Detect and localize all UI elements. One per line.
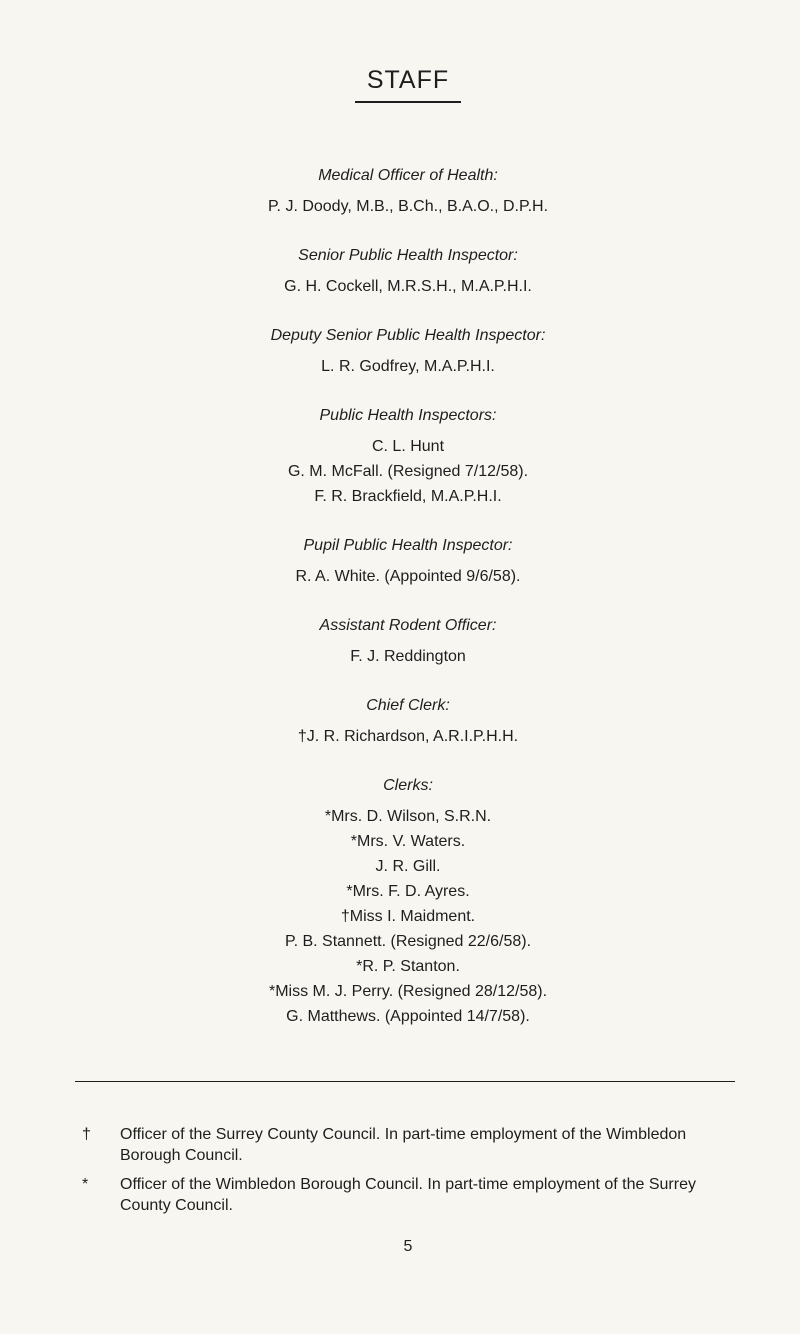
staff-name: G. Matthews. (Appointed 14/7/58). bbox=[286, 1008, 530, 1025]
role-title: Chief Clerk: bbox=[366, 697, 450, 714]
staff-name: *Mrs. D. Wilson, S.R.N. bbox=[324, 808, 492, 825]
role-title: Senior Public Health Inspector: bbox=[298, 247, 518, 264]
staff-name: †J. R. Richardson, A.R.I.P.H.H. bbox=[297, 728, 519, 745]
staff-name: G. H. Cockell, M.R.S.H., M.A.P.H.I. bbox=[284, 278, 532, 295]
staff-name: *Mrs. F. D. Ayres. bbox=[346, 883, 470, 900]
staff-section bbox=[0, 533, 800, 589]
heading-underline bbox=[355, 101, 461, 103]
staff-name: F. J. Reddington bbox=[350, 648, 466, 665]
footnote-text: Officer of the Surrey County Council. In part-time employment of the Wimbledon Borough Council. bbox=[120, 1126, 687, 1164]
footnotes bbox=[82, 1124, 742, 1224]
staff-name: †Miss I. Maidment. bbox=[340, 908, 476, 925]
staff-section bbox=[0, 163, 800, 219]
staff-section bbox=[0, 323, 800, 379]
staff-list bbox=[0, 163, 800, 1053]
role-title: Public Health Inspectors: bbox=[319, 407, 497, 424]
staff-name: F. R. Brackfield, M.A.P.H.I. bbox=[314, 488, 502, 505]
role-title: Assistant Rodent Officer: bbox=[319, 617, 497, 634]
staff-section bbox=[0, 403, 800, 509]
staff-name: *Mrs. V. Waters. bbox=[350, 833, 466, 850]
staff-name: G. M. McFall. (Resigned 7/12/58). bbox=[287, 463, 529, 480]
role-title: Pupil Public Health Inspector: bbox=[303, 537, 513, 554]
staff-name: C. L. Hunt bbox=[371, 438, 445, 455]
role-title: Medical Officer of Health: bbox=[318, 167, 498, 184]
staff-name: *Miss M. J. Perry. (Resigned 28/12/58). bbox=[268, 983, 548, 1000]
footnote-mark: * bbox=[82, 1176, 89, 1193]
staff-section bbox=[0, 613, 800, 669]
footnote bbox=[82, 1124, 742, 1166]
role-title: Clerks: bbox=[383, 777, 433, 794]
footnote-divider bbox=[75, 1081, 735, 1082]
staff-section bbox=[0, 693, 800, 749]
staff-name: P. B. Stannett. (Resigned 22/6/58). bbox=[284, 933, 532, 950]
staff-name: L. R. Godfrey, M.A.P.H.I. bbox=[321, 358, 495, 375]
footnote-text: Officer of the Wimbledon Borough Council. In part-time employment of the Surrey County Council. bbox=[120, 1176, 696, 1214]
role-title: Deputy Senior Public Health Inspector: bbox=[270, 327, 546, 344]
staff-name: P. J. Doody, M.B., B.Ch., B.A.O., D.P.H. bbox=[267, 198, 549, 215]
page-number: 5 bbox=[403, 1238, 413, 1255]
staff-name: R. A. White. (Appointed 9/6/58). bbox=[295, 568, 521, 585]
footnote-mark: † bbox=[82, 1126, 91, 1143]
page-heading: STAFF bbox=[366, 66, 450, 94]
footnote bbox=[82, 1174, 742, 1216]
staff-section bbox=[0, 243, 800, 299]
staff-name: J. R. Gill. bbox=[375, 858, 441, 875]
staff-section bbox=[0, 773, 800, 1029]
staff-name: *R. P. Stanton. bbox=[356, 958, 460, 975]
